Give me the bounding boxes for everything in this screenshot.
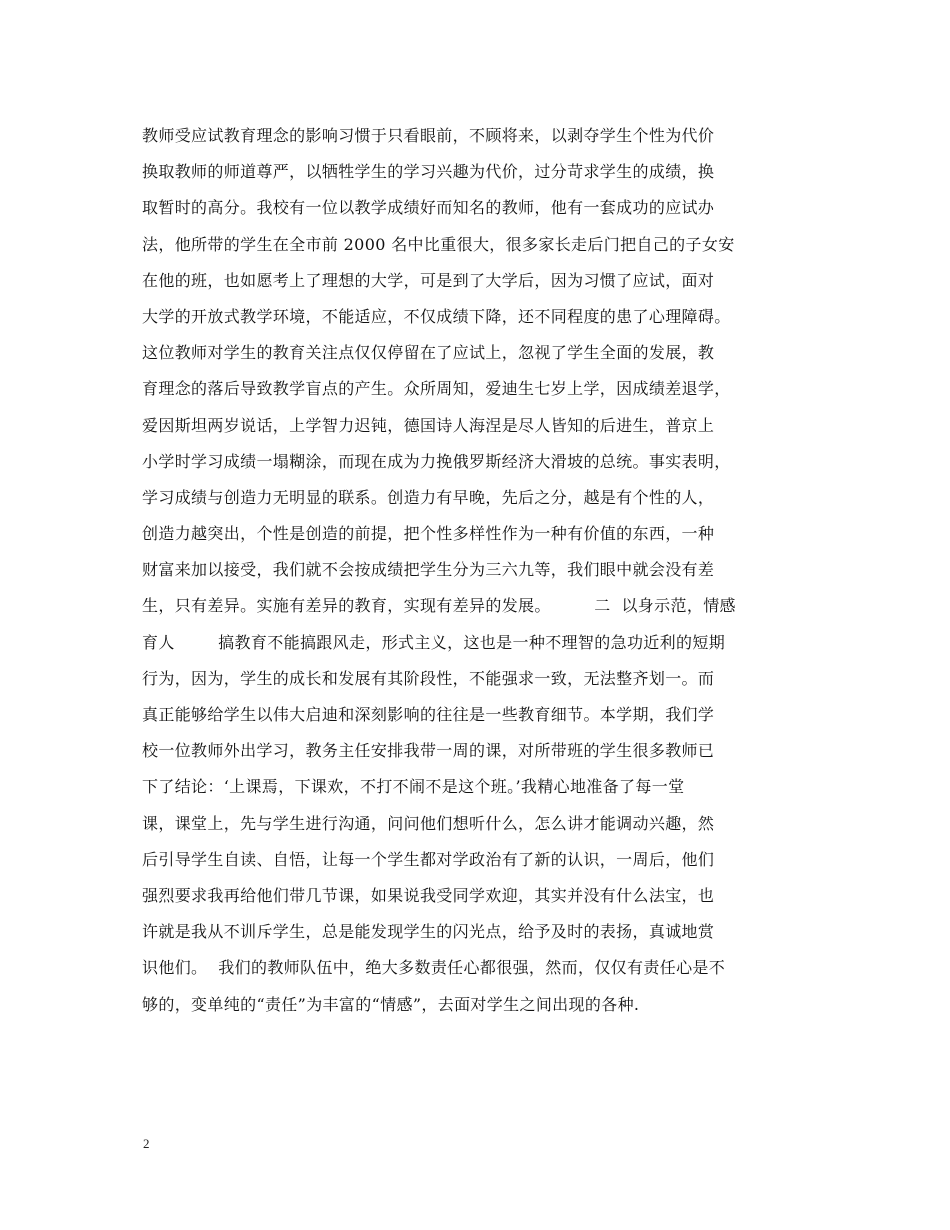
text-line: 在他的班，也如愿考上了理想的大学，可是到了大学后，因为习惯了应试，面对 [142, 270, 715, 290]
text-line: 换取教师的师道尊严，以牺牲学生的学习兴趣为代价，过分苛求学生的成绩，换 [142, 162, 715, 182]
text-line: 教师受应试教育理念的影响习惯于只看眼前，不顾将来，以剥夺学生个性为代价 [142, 126, 715, 145]
text-line: 行为，因为，学生的成长和发展有其阶段性，不能强求一致，无法整齐划一。而 [142, 668, 715, 688]
text-line: 育人 搞教育不能搞跟风走，形式主义，这也是一种不理智的急功近利的短期 [142, 632, 726, 652]
text-line: 识他们。 我们的教师队伍中，绝大多数责任心都很强，然而，仅仅有责任心是不 [142, 958, 726, 978]
text-line: 法，他所带的学生在全市前 2000 名中比重很大，很多家长走后门把自己的子女安 [142, 234, 735, 254]
text-line: 创造力越突出，个性是创造的前提，把个性多样性作为一种有价值的东西，一种 [142, 524, 715, 544]
text-line: 取暂时的高分。我校有一位以教学成绩好而知名的教师，他有一套成功的应试办 [142, 198, 715, 218]
text-line: 这位教师对学生的教育关注点仅仅停留在了应试上，忽视了学生全面的发展，教 [142, 343, 715, 363]
text-line: 下了结论：‘上课焉，下课欢，不打不闹不是这个班。’我精心地准备了每一堂 [142, 777, 685, 797]
text-line: 大学的开放式教学环境，不能适应，不仅成绩下降，还不同程度的患了心理障碍。 [142, 306, 731, 326]
page-number: 2 [143, 1136, 150, 1151]
text-line: 课，课堂上，先与学生进行沟通，问问他们想听什么，怎么讲才能调动兴趣，然 [142, 813, 715, 833]
text-line: 育理念的落后导致教学盲点的产生。众所周知，爱迪生七岁上学，因成绩差退学， [142, 379, 731, 399]
body-text [142, 118, 832, 1023]
text-line: 爱因斯坦两岁说话，上学智力迟钝，德国诗人海涅是尽人皆知的后进生，普京上 [142, 415, 715, 435]
text-line: 许就是我从不训斥学生，总是能发现学生的闪光点，给予及时的表扬，真诚地赏 [142, 922, 715, 942]
text-line: 强烈要求我再给他们带几节课，如果说我受同学欢迎，其实并没有什么法宝，也 [142, 885, 715, 905]
text-line: 财富来加以接受，我们就不会按成绩把学生分为三六九等，我们眼中就会没有差 [142, 560, 715, 580]
text-line: 校一位教师外出学习，教务主任安排我带一周的课，对所带班的学生很多教师已 [142, 741, 715, 761]
text-line: 生，只有差异。实施有差异的教育，实现有差异的发展。 二 以身示范，情感 [142, 596, 736, 616]
text-line: 真正能够给学生以伟大启迪和深刻影响的往往是一些教育细节。本学期，我们学 [142, 705, 715, 724]
text-line: 后引导学生自读、自悟，让每一个学生都对学政治有了新的认识，一周后，他们 [142, 849, 715, 869]
text-line: 够的，变单纯的“责任”为丰富的“情感”，去面对学生之间出现的各种. [142, 994, 640, 1014]
text-line: 学习成绩与创造力无明显的联系。创造力有早晚，先后之分，越是有个性的人， [142, 487, 715, 507]
text-line: 小学时学习成绩一塌糊涂，而现在成为力挽俄罗斯经济大滑坡的总统。事实表明， [142, 451, 731, 471]
